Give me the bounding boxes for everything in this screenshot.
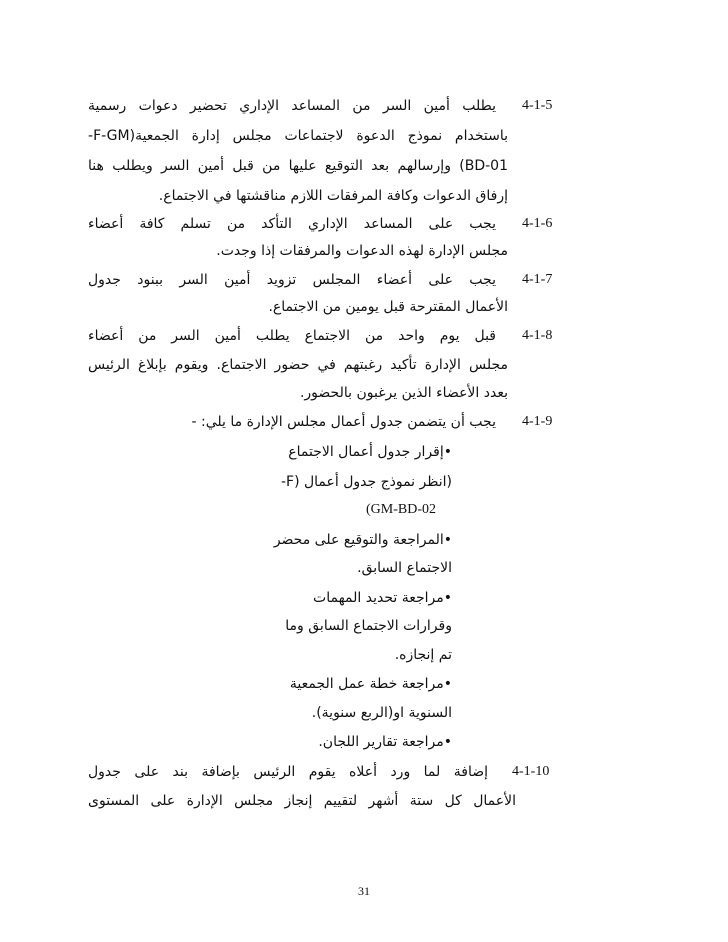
section-line: مجلس الإدارة تأكيد رغبتهم في حضور الاجتماع. ويقوم بإبلاغ الرئيس <box>88 357 508 373</box>
bullet-item: •إقرار جدول أعمال الاجتماع <box>288 444 452 460</box>
section-line: إضافة لما ورد أعلاه يقوم الرئيس بإضافة بند على جدول <box>88 764 488 780</box>
section-line: BD-01) وإرسالهم بعد التوقيع عليها من قبل أمين السر ويطلب هنا <box>88 158 508 174</box>
bullet-code: (GM-BD-02 <box>366 502 436 517</box>
section-line: إرفاق الدعوات وكافة المرفقات اللازم مناقشتها في الاجتماع. <box>158 188 508 204</box>
bullet-item: •مراجعة خطة عمل الجمعية <box>289 676 452 692</box>
section-number: 4-1-6 <box>522 216 553 231</box>
bullet-item: السنوية او(الربع سنوية). <box>311 705 452 721</box>
page-number: 31 <box>358 884 370 898</box>
section-number: 4-1-8 <box>522 328 553 343</box>
section-line: يجب أن يتضمن جدول أعمال مجلس الإدارة ما يلي: - <box>191 414 496 430</box>
bullet-item: تم إنجازه. <box>394 647 452 663</box>
bullet-item: •مراجعة تحديد المهمات <box>313 590 452 606</box>
section-line: يجب على المساعد الإداري التأكد من تسلم كافة أعضاء <box>88 216 496 232</box>
section-number: 4-1-5 <box>522 98 553 113</box>
bullet-item: •مراجعة تقارير اللجان. <box>318 734 452 750</box>
section-line: الأعمال كل ستة أشهر لتقييم إنجاز مجلس الإدارة على المستوى <box>88 793 516 809</box>
section-number: 4-1-9 <box>522 414 553 429</box>
bullet-item: •المراجعة والتوقيع على محضر <box>273 532 452 548</box>
section-number: 4-1-7 <box>522 272 553 287</box>
section-line: باستخدام نموذج الدعوة لاجتماعات مجلس إدارة الجمعية(F-GM- <box>88 128 508 144</box>
bullet-item: الاجتماع السابق. <box>357 560 452 576</box>
section-line: يجب على أعضاء المجلس تزويد أمين السر ببنود جدول <box>88 272 496 288</box>
bullet-item: (انظر نموذج جدول أعمال (F- <box>280 474 452 490</box>
section-line: بعدد الأعضاء الذين يرغبون بالحضور. <box>299 385 508 401</box>
section-line: قبل يوم واحد من الاجتماع يطلب أمين السر من أعضاء <box>88 328 496 344</box>
section-line: يطلب أمين السر من المساعد الإداري تحضير دعوات رسمية <box>88 98 496 114</box>
section-line: الأعمال المقترحة قبل يومين من الاجتماع. <box>268 299 508 315</box>
bullet-item: وقرارات الاجتماع السابق وما <box>285 618 452 634</box>
section-line: مجلس الإدارة لهذه الدعوات والمرفقات إذا وجدت. <box>216 243 508 259</box>
section-number: 4-1-10 <box>512 764 550 779</box>
